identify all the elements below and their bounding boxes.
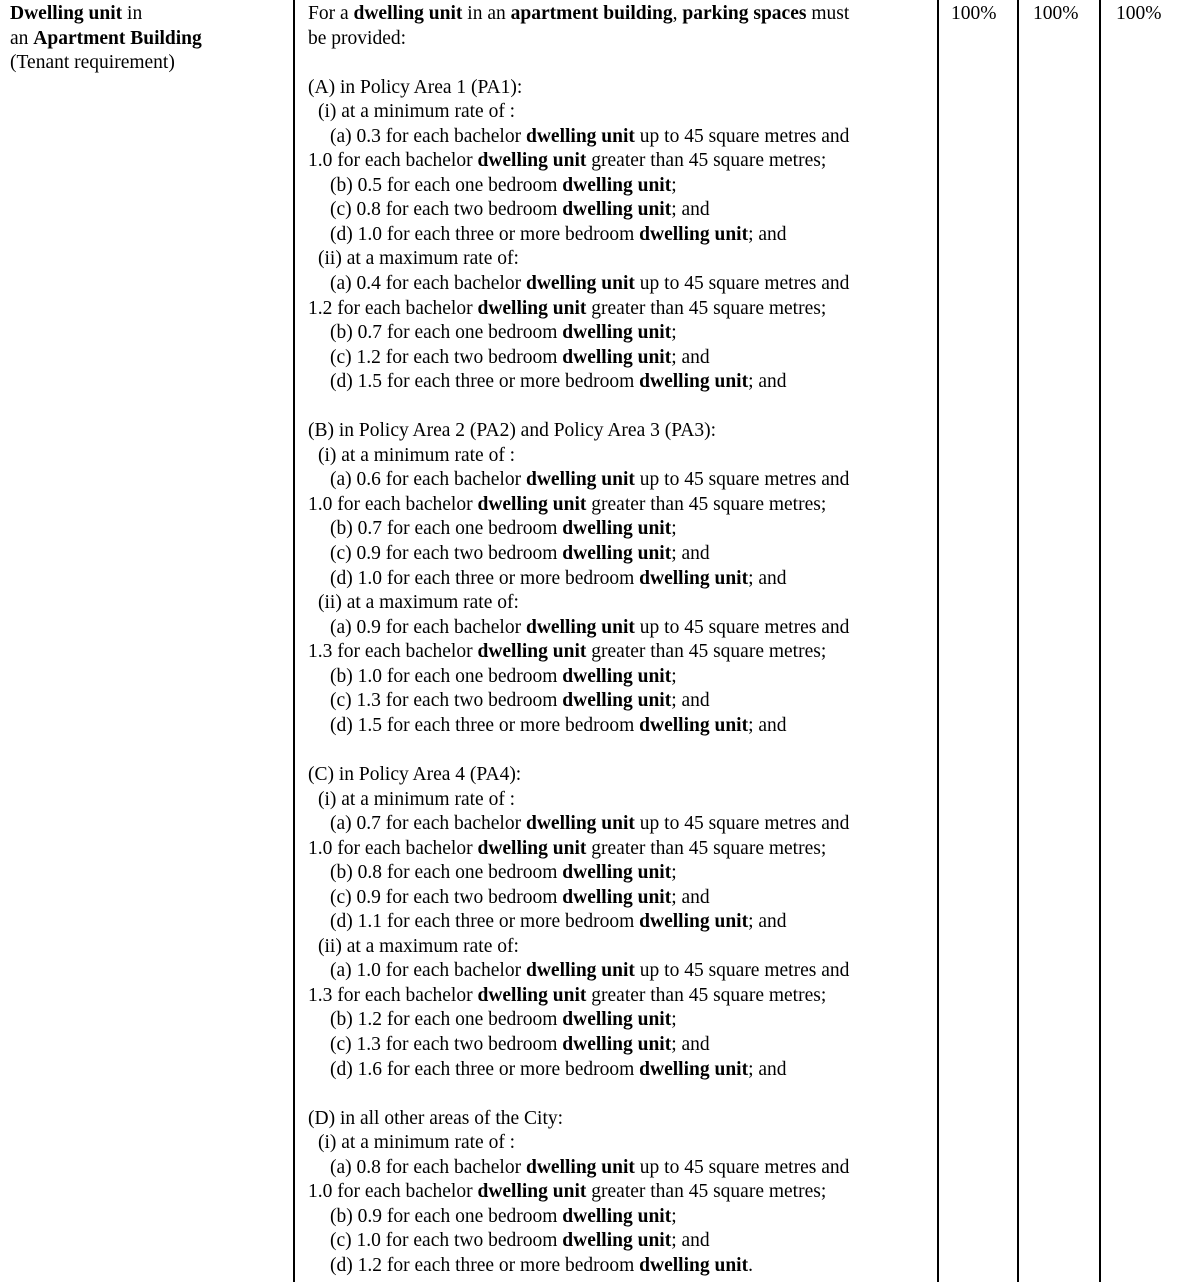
percentage-cell-1: 100% (951, 3, 997, 24)
rate-item: (d) 1.2 for each three or more bedroom dwelling unit. (330, 1254, 753, 1276)
row-label (10, 2, 280, 76)
rate-item: (c) 1.3 for each two bedroom dwelling unit; and (330, 690, 710, 712)
rate-item: (d) 1.5 for each three or more bedroom dwelling unit; and (330, 714, 787, 736)
blank-line (308, 395, 928, 420)
intro-line-2: be provided: (308, 27, 407, 49)
rate-item: (b) 1.0 for each one bedroom dwelling unit; (330, 665, 677, 687)
intro-line-1: For a dwelling unit in an apartment building, parking spaces must (308, 3, 850, 24)
rate-item: (a) 0.9 for each bachelor dwelling unit up to 45 square metres and (330, 616, 850, 638)
minimum-rate-label: (i) at a minimum rate of : (318, 1132, 516, 1154)
rate-item: 1.0 for each bachelor dwelling unit greater than 45 square metres; (308, 150, 827, 172)
rate-item: (d) 1.0 for each three or more bedroom dwelling unit; and (330, 223, 787, 245)
column-divider (1099, 0, 1101, 1282)
rate-item: (d) 1.0 for each three or more bedroom dwelling unit; and (330, 567, 787, 589)
rate-item: (b) 0.7 for each one bedroom dwelling unit; (330, 518, 677, 540)
rate-item: (b) 1.2 for each one bedroom dwelling unit; (330, 1009, 677, 1031)
percentage-cell-2: 100% (1033, 3, 1079, 24)
rate-item: (d) 1.5 for each three or more bedroom dwelling unit; and (330, 371, 787, 393)
section-heading: (A) in Policy Area 1 (PA1): (308, 76, 523, 98)
rate-item: (a) 0.4 for each bachelor dwelling unit up to 45 square metres and (330, 273, 850, 295)
column-divider (937, 0, 939, 1282)
maximum-rate-label: (ii) at a maximum rate of: (318, 935, 519, 957)
rate-item: (d) 1.1 for each three or more bedroom dwelling unit; and (330, 911, 787, 933)
rate-item: (a) 1.0 for each bachelor dwelling unit up to 45 square metres and (330, 960, 850, 982)
rate-item: (c) 0.9 for each two bedroom dwelling unit; and (330, 886, 710, 908)
rate-item: (d) 1.6 for each three or more bedroom dwelling unit; and (330, 1058, 787, 1080)
row-label-line-1: Dwelling unit in (10, 3, 143, 24)
rate-item: (c) 1.3 for each two bedroom dwelling unit; and (330, 1033, 710, 1055)
rate-item: (b) 0.7 for each one bedroom dwelling unit; (330, 322, 677, 344)
column-divider (293, 0, 295, 1282)
minimum-rate-label: (i) at a minimum rate of : (318, 788, 516, 810)
section-heading: (C) in Policy Area 4 (PA4): (308, 763, 522, 785)
blank-line (308, 51, 928, 76)
column-divider (1017, 0, 1019, 1282)
rate-item: 1.3 for each bachelor dwelling unit greater than 45 square metres; (308, 641, 827, 663)
minimum-rate-label: (i) at a minimum rate of : (318, 444, 516, 466)
rate-item: (b) 0.5 for each one bedroom dwelling unit; (330, 174, 677, 196)
row-label-line-2: an Apartment Building (10, 27, 202, 49)
maximum-rate-label: (ii) at a maximum rate of: (318, 248, 519, 270)
percentage-cell-3: 100% (1116, 3, 1162, 24)
rate-item: (b) 0.9 for each one bedroom dwelling unit; (330, 1205, 677, 1227)
blank-line (308, 1082, 928, 1107)
section-heading: (B) in Policy Area 2 (PA2) and Policy Area 3 (PA3): (308, 420, 717, 442)
rate-item: 1.2 for each bachelor dwelling unit greater than 45 square metres; (308, 297, 827, 319)
rate-item: (a) 0.3 for each bachelor dwelling unit up to 45 square metres and (330, 125, 850, 147)
requirement-text (308, 2, 928, 1278)
maximum-rate-label: (ii) at a maximum rate of: (318, 592, 519, 614)
blank-line (308, 738, 928, 763)
rate-item: (c) 0.8 for each two bedroom dwelling unit; and (330, 199, 710, 221)
rate-item: (c) 1.0 for each two bedroom dwelling unit; and (330, 1230, 710, 1252)
rate-item: (a) 0.7 for each bachelor dwelling unit up to 45 square metres and (330, 813, 850, 835)
section-heading: (D) in all other areas of the City: (308, 1107, 564, 1129)
rate-item: (b) 0.8 for each one bedroom dwelling unit; (330, 862, 677, 884)
rate-item: 1.0 for each bachelor dwelling unit greater than 45 square metres; (308, 1181, 827, 1203)
rate-item: 1.0 for each bachelor dwelling unit greater than 45 square metres; (308, 493, 827, 515)
rate-item: (c) 1.2 for each two bedroom dwelling unit; and (330, 346, 710, 368)
rate-item: (a) 0.8 for each bachelor dwelling unit up to 45 square metres and (330, 1156, 850, 1178)
rate-item: 1.3 for each bachelor dwelling unit greater than 45 square metres; (308, 984, 827, 1006)
rate-item: (a) 0.6 for each bachelor dwelling unit up to 45 square metres and (330, 469, 850, 491)
policy-sections (308, 51, 928, 1278)
rate-item: 1.0 for each bachelor dwelling unit greater than 45 square metres; (308, 837, 827, 859)
row-label-line-3: (Tenant requirement) (10, 52, 175, 74)
minimum-rate-label: (i) at a minimum rate of : (318, 101, 516, 123)
rate-item: (c) 0.9 for each two bedroom dwelling unit; and (330, 543, 710, 565)
